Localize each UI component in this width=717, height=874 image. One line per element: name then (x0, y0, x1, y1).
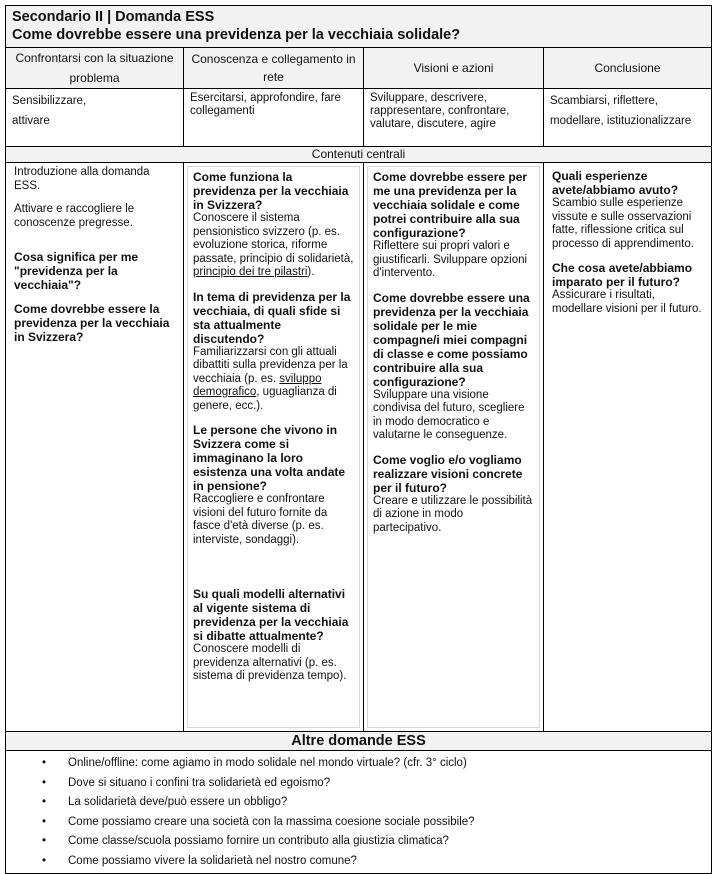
block-question: Che cosa avete/abbiamo imparato per il futuro? (552, 261, 693, 289)
content-block (552, 261, 703, 316)
document-title: Secondario II | Domanda ESS (12, 9, 215, 25)
block-text (193, 212, 354, 280)
block-question: Come funziona la previdenza per la vecchiaia in Svizzera? (193, 170, 349, 212)
list-item (6, 793, 711, 813)
column-headers (6, 48, 711, 89)
block-question: Su quali modelli alternativi al vigente sistema di previdenza per la vecchiaia si dibatte attualmente? (193, 587, 349, 643)
header-confrontarsi: Confrontarsi con la situazione problema (6, 48, 184, 88)
list-item (6, 754, 711, 774)
block-question: Come dovrebbe essere per me una previdenza per la vecchiaia solidale e come potrei contribuire alla sua configurazione? (373, 170, 528, 240)
section-contenuti-centrali: Contenuti centrali (6, 147, 711, 163)
content-confrontarsi (6, 163, 184, 731)
title-bar (6, 6, 711, 48)
bullet-icon: • (42, 815, 47, 828)
ess-planning-table (5, 5, 712, 874)
verbs-visioni (364, 89, 544, 146)
guiding-question: Come dovrebbe essere una previdenza per la vecchiaia solidale? (12, 27, 461, 43)
content-conclusione (544, 163, 711, 731)
text-span: , uguaglianza di genere, ecc.). (193, 386, 337, 412)
block-question: Come voglio e/o vogliamo realizzare visioni concrete per il futuro? (373, 452, 523, 495)
list-item (6, 774, 711, 794)
block-text: Sviluppare una visione condivisa del futuro, scegliere in modo democratico e valutarne le conseguenze. (373, 388, 525, 441)
bullet-icon: • (42, 757, 47, 769)
text-span: Familiarizzarsi con gli attuali dibattiti sulla previdenza per la vecchiaia (p. es. (193, 345, 348, 385)
verbs-conclusione (544, 89, 711, 146)
text-span: ). (307, 266, 315, 278)
block-text: Riflettere sui propri valori e giustificarli. Sviluppare opzioni d'intervento. (373, 240, 528, 279)
glossary-link[interactable]: sviluppo demografico (193, 372, 322, 398)
verbs-conoscenza (184, 89, 364, 146)
content-block (552, 169, 703, 251)
list-item (6, 832, 711, 852)
content-visioni (364, 163, 544, 731)
verb-line: attivare (12, 115, 50, 127)
content-block (193, 290, 354, 414)
content-block (373, 453, 534, 536)
question-text: Dove si situano i confini tra solidarietà ed egoismo? (68, 776, 331, 789)
content-block (193, 423, 354, 547)
verbs-confrontarsi (6, 89, 184, 146)
bullet-icon: • (42, 796, 47, 808)
block-question: Quali esperienze avete/abbiamo avuto? (552, 169, 679, 197)
block-text: Scambio sulle esperienze vissute e sulle osservazioni fatte, riflessione critica sul processo di apprendimento. (552, 197, 694, 250)
block-text: Raccogliere e confrontare visioni del futuro fornite da fasce d'età diverse (p. es. interviste, sondaggi). (193, 493, 328, 546)
list-item (6, 852, 711, 872)
list-item (6, 813, 711, 833)
content-block (193, 587, 354, 684)
verb-line: Sviluppare, descrivere, rappresentare, confrontare, valutare, discutere, agire (370, 92, 510, 130)
question-switzerland: Come dovrebbe essere la previdenza per la vecchiaia in Svizzera? (14, 302, 170, 344)
question-text: Online/offline: come agiamo in modo solidale nel mondo virtuale? (cfr. 3° ciclo) (68, 757, 467, 769)
block-question: Le persone che vivono in Svizzera come si immaginano la loro esistenza una volta andate in pensione? (193, 423, 346, 493)
verb-line: Sensibilizzare, (12, 95, 87, 107)
verb-line: Scambiarsi, riflettere, (550, 95, 659, 107)
activation-text: Attivare e raccogliere le conoscenze pregresse. (14, 203, 135, 229)
question-text: Come classe/scuola possiamo fornire un contributo alla giustizia climatica? (68, 835, 449, 847)
question-text: Come possiamo creare una società con la massima coesione sociale possibile? (68, 815, 475, 828)
block-question: Come dovrebbe essere una previdenza per la vecchiaia solidale per le mie compagne/i miei compagni di classe e come possiamo contribuire alla sua configurazione? (373, 290, 530, 389)
other-questions-list (6, 751, 711, 873)
bullet-icon: • (42, 854, 47, 867)
question-meaning: Cosa significa per me "previdenza per la vecchiaia"? (14, 250, 139, 292)
question-text: La solidarietà deve/può essere un obbligo? (68, 796, 288, 808)
block-question: In tema di previdenza per la vecchiaia, di quali sfide si sta attualmente discutendo? (193, 289, 351, 346)
content-block (373, 291, 534, 443)
intro-text: Introduzione alla domanda ESS. (14, 166, 150, 192)
content-block (373, 170, 534, 281)
glossary-link[interactable]: principio dei tre pilastri (193, 266, 308, 278)
verb-line: modellare, istituzionalizzare (550, 115, 692, 127)
block-text (193, 346, 354, 414)
bullet-icon: • (42, 835, 47, 847)
block-text: Conoscere modelli di previdenza alternativi (p. es. sistema di previdenza tempo). (193, 643, 347, 682)
header-visioni: Visioni e azioni (364, 48, 544, 88)
content-conoscenza (184, 163, 364, 731)
question-text: Come possiamo vivere la solidarietà nel nostro comune? (68, 854, 357, 867)
section-altre-domande: Altre domande ESS (6, 732, 711, 751)
central-content-row (6, 163, 711, 732)
block-text: Assicurare i risultati, modellare visioni per il futuro. (552, 289, 702, 315)
activity-verbs-row (6, 89, 711, 147)
text-span: Conoscere il sistema pensionistico svizzero (p. es. evoluzione storica, riforme passate, principio di solidarietà, (193, 212, 354, 265)
verb-line: Esercitarsi, approfondire, fare collegamenti (190, 92, 341, 117)
header-conclusione: Conclusione (594, 61, 661, 75)
header-conoscenza: Conoscenza e collegamento in rete (184, 48, 364, 88)
block-text: Creare e utilizzare le possibilità di azione in modo partecipativo. (373, 494, 533, 534)
bullet-icon: • (42, 776, 47, 789)
content-block (193, 170, 354, 280)
